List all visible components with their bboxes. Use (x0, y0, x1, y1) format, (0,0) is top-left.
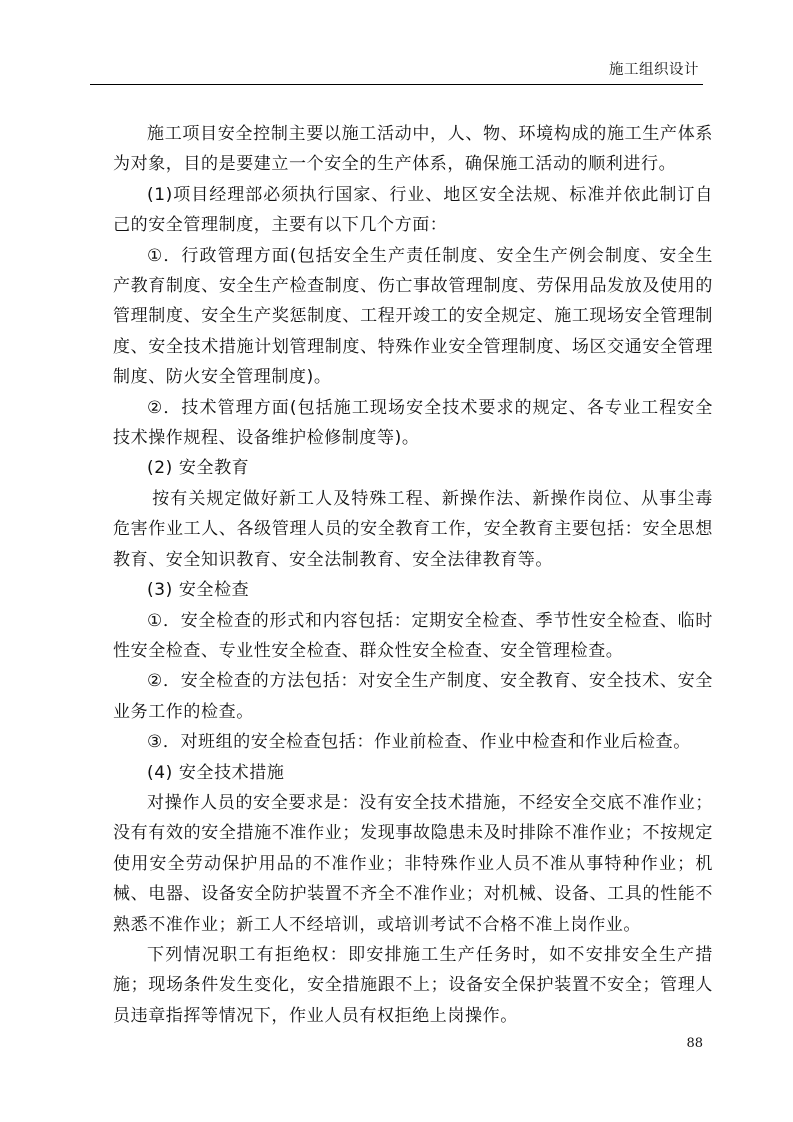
paragraph-technical-management: ②．技术管理方面(包括施工现场安全技术要求的规定、各专业工程安全技术操作规程、设备维护检修制度等)。 (113, 397, 713, 449)
paragraph-intro: 施工项目安全控制主要以施工活动中，人、物、环境构成的施工生产体系为对象，目的是要建立一个安全的生产体系，确保施工活动的顺利进行。 (113, 124, 713, 175)
heading-safety-inspection: (3) 安全检查 (147, 580, 250, 601)
paragraph-safety-education: 按有关规定做好新工人及特殊工程、新操作法、新操作岗位、从事尘毒危害作业工人、各级管理人员的安全教育工作，安全教育主要包括：安全思想教育、安全知识教育、安全法制教育、安全法律教育等。 (113, 488, 713, 570)
document-body (113, 119, 713, 1031)
paragraph-operator-requirements: 对操作人员的安全要求是：没有安全技术措施，不经安全交底不准作业；没有有效的安全措施不准作业；发现事故隐患未及时排除不准作业；不按规定使用安全劳动保护用品的不准作业；非特殊作业人员不准从事特种作业；机械、电器、设备安全防护装置不齐全不准作业；对机械、设备、工具的性能不熟悉不准作业；新工人不经培训，或培训考试不合格不准上岗作业。 (113, 792, 713, 935)
paragraph-right-to-refuse: 下列情况职工有拒绝权：即安排施工生产任务时，如不安排安全生产措施；现场条件发生变化，安全措施跟不上；设备安全保护装置不安全；管理人员违章指挥等情况下，作业人员有权拒绝上岗操作。 (113, 944, 713, 1026)
header-title: 施工组织设计 (609, 62, 699, 78)
paragraph-inspection-forms: ①．安全检查的形式和内容包括：定期安全检查、季节性安全检查、临时性安全检查、专业性安全检查、群众性安全检查、安全管理检查。 (113, 610, 713, 661)
page-number: 88 (686, 1036, 703, 1051)
paragraph-team-inspection: ③．对班组的安全检查包括：作业前检查、作业中检查和作业后检查。 (147, 732, 691, 753)
paragraph-inspection-methods: ②．安全检查的方法包括：对安全生产制度、安全教育、安全技术、安全业务工作的检查。 (113, 671, 713, 722)
heading-safety-education: (2) 安全教育 (147, 458, 250, 479)
paragraph-section-1: (1)项目经理部必须执行国家、行业、地区安全法规、标准并依此制订自己的安全管理制度，主要有以下几个方面： (113, 184, 713, 236)
paragraph-admin-management: ①．行政管理方面(包括安全生产责任制度、安全生产例会制度、安全生产教育制度、安全生产检查制度、伤亡事故管理制度、劳保用品发放及使用的管理制度、安全生产奖惩制度、工程开竣工的安全规定、施工现场安全管理制度、安全技术措施计划管理制度、特殊作业安全管理制度、场区交通安全管理制度、防火安全管理制度)。 (113, 245, 713, 388)
page-header (90, 58, 703, 85)
heading-safety-measures: (4) 安全技术措施 (147, 762, 285, 783)
